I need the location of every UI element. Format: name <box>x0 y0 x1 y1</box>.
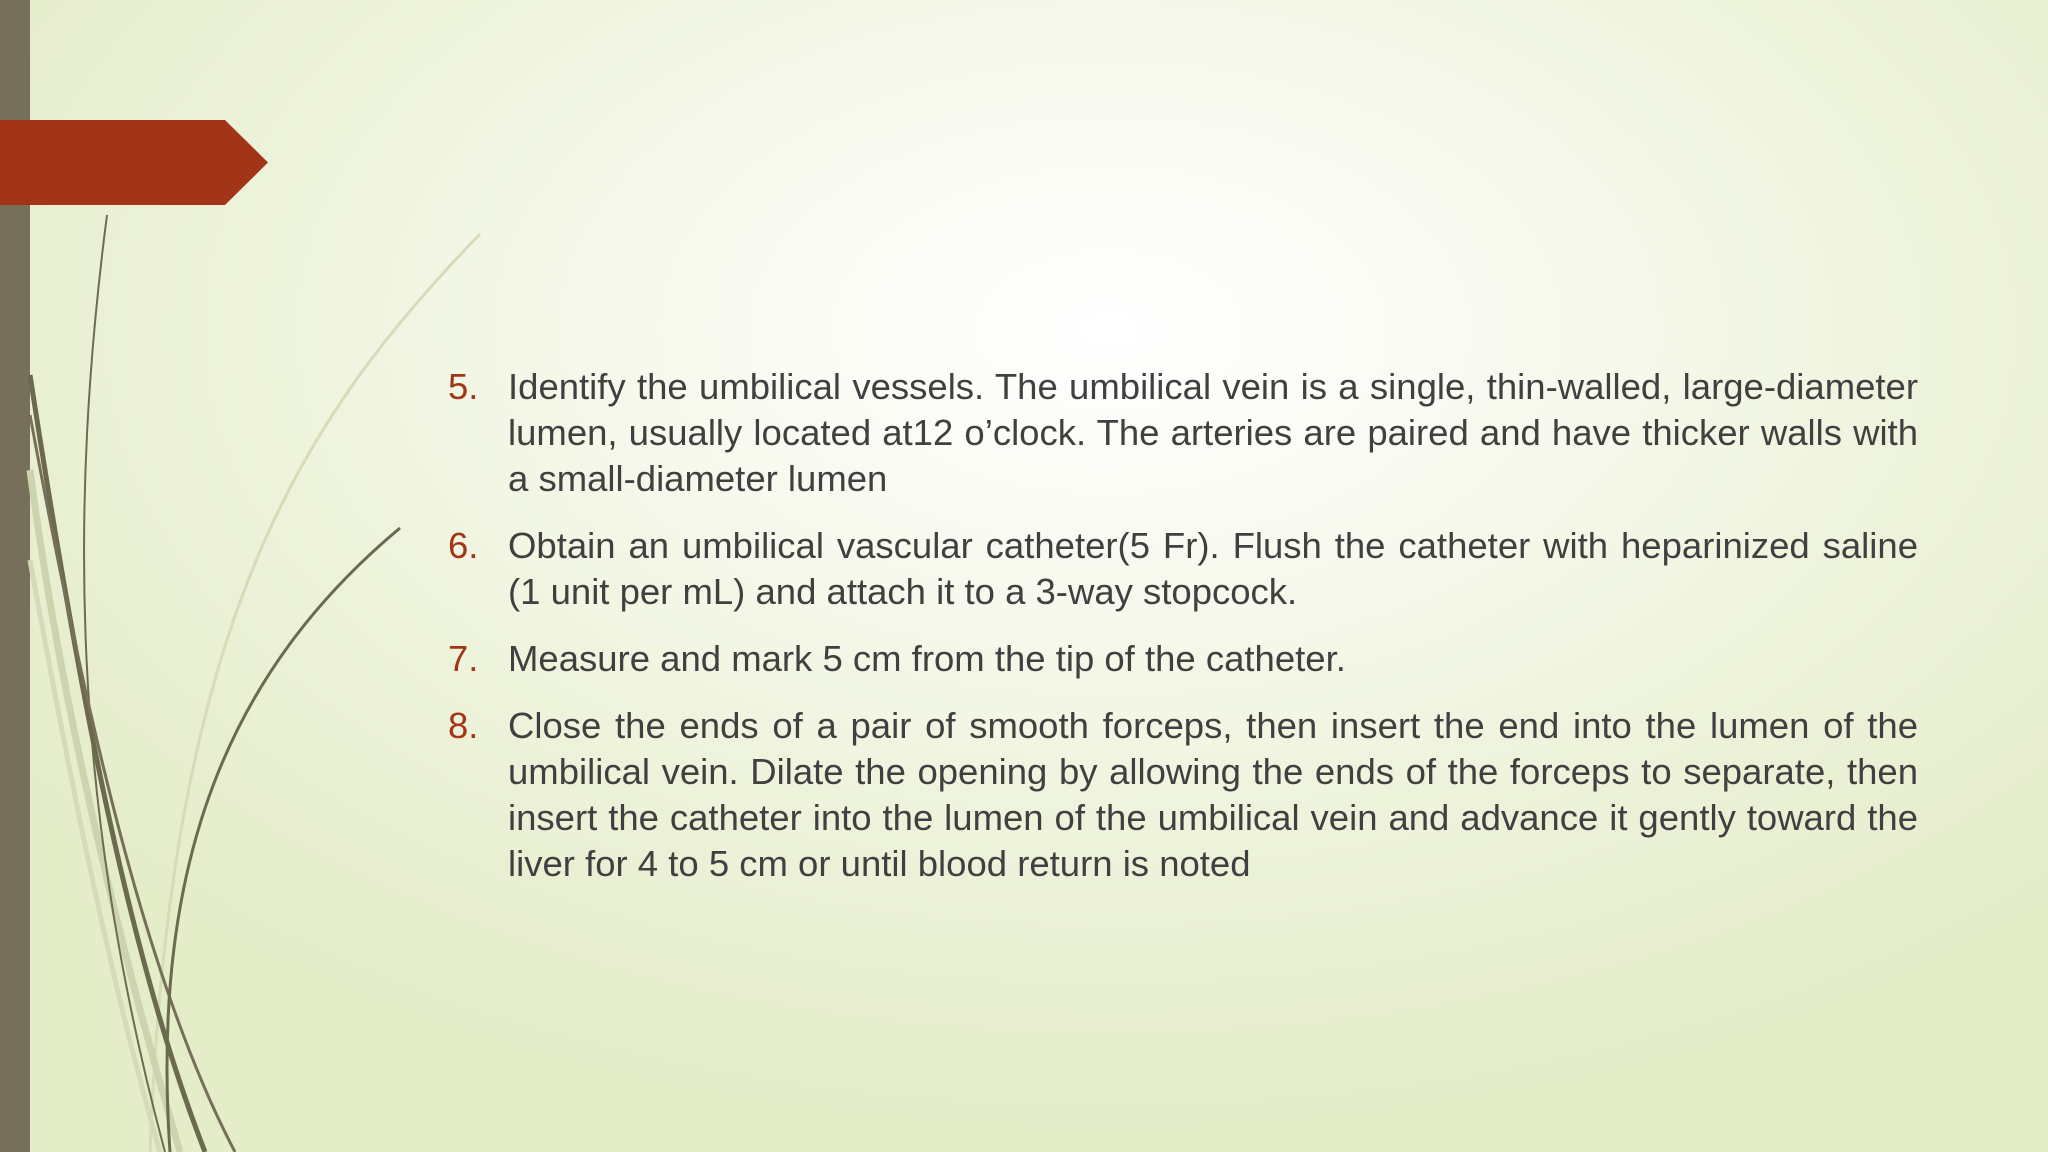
list-item-number: 6. <box>448 525 479 566</box>
list-item-text: Close the ends of a pair of smooth forceps, then insert the end into the lumen of the umbilical vein. Dilate the opening by allowing the ends of the forceps to separate, then insert the catheter into the lumen of the umbilical vein and advance it gently toward the liver for 4 to 5 cm or until blood return is noted <box>508 705 1918 884</box>
list-item-number: 8. <box>448 705 479 746</box>
curve-faint-left-2 <box>30 560 160 1152</box>
curve-sweep <box>167 528 400 1152</box>
list-item-number: 7. <box>448 638 479 679</box>
list-item-text: Measure and mark 5 cm from the tip of the catheter. <box>508 638 1346 679</box>
list-item-text: Identify the umbilical vessels. The umbilical vein is a single, thin-walled, large-diameter lumen, usually located at12 o’clock. The arteries are paired and have thicker walls with a small-diameter lumen <box>508 366 1918 499</box>
curve-thin-tall <box>84 215 165 1152</box>
list-item-number: 5. <box>448 366 479 407</box>
slide-content <box>448 364 1918 908</box>
list-item <box>448 523 1918 615</box>
steps-list <box>448 364 1918 887</box>
curve-thick-left <box>30 375 205 1152</box>
curve-faint-left <box>30 470 180 1152</box>
list-item-text: Obtain an umbilical vascular catheter(5 Fr). Flush the catheter with heparinized saline (1 unit per mL) and attach it to a 3-way stopcock. <box>508 525 1918 612</box>
curve-thick-left-2 <box>30 415 235 1152</box>
list-item <box>448 364 1918 502</box>
list-item <box>448 703 1918 887</box>
curve-faint-large <box>150 234 480 1152</box>
title-flag-shape <box>0 120 268 205</box>
list-item <box>448 636 1918 682</box>
